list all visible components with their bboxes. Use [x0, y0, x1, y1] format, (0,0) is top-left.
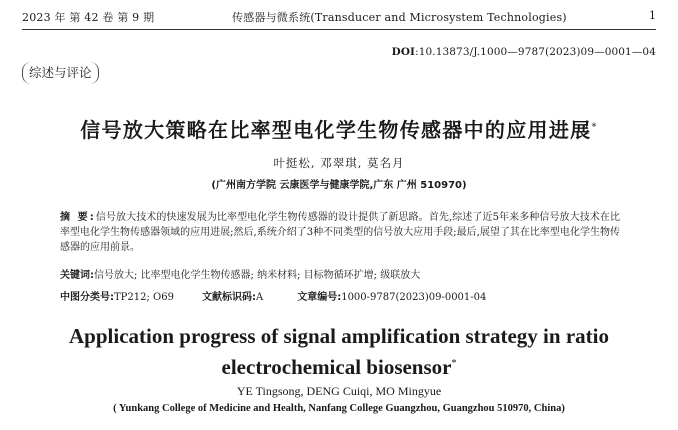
- doc-code-label: 文献标识码:: [201, 292, 256, 303]
- clc-label: 中图分类号:: [60, 292, 114, 303]
- classification-row: [60, 288, 486, 303]
- keywords-text: 信号放大; 比率型电化学生物传感器; 纳米材料; 目标物循环扩增; 级联放大: [94, 270, 421, 281]
- keywords-label: 关键词:: [60, 270, 94, 281]
- english-authors: YE Tingsong, DENG Cuiqi, MO Mingyue: [236, 384, 442, 398]
- doi-line: [392, 46, 656, 58]
- english-affiliation: ( Yunkang College of Medicine and Health, Nanfang College Guangzhou, Guangzhou 510970, China): [113, 403, 565, 414]
- article-number-value: 1000-9787(2023)09-0001-04: [341, 292, 487, 303]
- journal-name: 传感器与微系统(Transducer and Microsystem Technologies): [232, 11, 567, 24]
- chinese-affiliation: (广州南方学院 云康医学与健康学院,广东 广州 510970): [211, 180, 467, 191]
- issue-info: 2023 年 第 42 卷 第 9 期: [22, 11, 155, 24]
- chinese-abstract: [60, 210, 620, 255]
- article-number-label: 文章编号:: [297, 292, 342, 303]
- clc-value: TP212; O69: [114, 292, 174, 303]
- english-title-footnote-mark: *: [451, 358, 457, 369]
- chinese-title-text: 信号放大策略在比率型电化学生物传感器中的应用进展: [80, 118, 592, 142]
- abstract-text: 信号放大技术的快速发展为比率型电化学生物传感器的设计提供了新思路。首先,综述了近5年来多种信号放大技术在比率型电化学生物传感器领域的应用进展;然后,系统介绍了3种不同类型的信号放大应用手段;最后,展望了其在比率型电化学生物传感器的应用前景。: [60, 212, 620, 253]
- english-title: [0, 322, 678, 381]
- chinese-authors: 叶挺松, 邓翠琪, 莫名月: [273, 156, 405, 170]
- chinese-title: [0, 114, 678, 143]
- chinese-keywords: [60, 268, 620, 283]
- doi-value: :10.13873/J.1000—9787(2023)09—0001—04: [415, 46, 656, 58]
- doi-label: DOI: [391, 46, 416, 58]
- page-number: 1: [649, 9, 656, 22]
- doc-code-value: A: [255, 292, 264, 303]
- header-rule: [22, 29, 656, 30]
- chinese-title-footnote-mark: *: [591, 121, 598, 133]
- section-tag: 综述与评论: [22, 62, 99, 84]
- abstract-label: 摘 要:: [60, 212, 96, 223]
- english-title-text: Application progress of signal amplification strategy in ratio electrochemical biosensor: [69, 324, 609, 379]
